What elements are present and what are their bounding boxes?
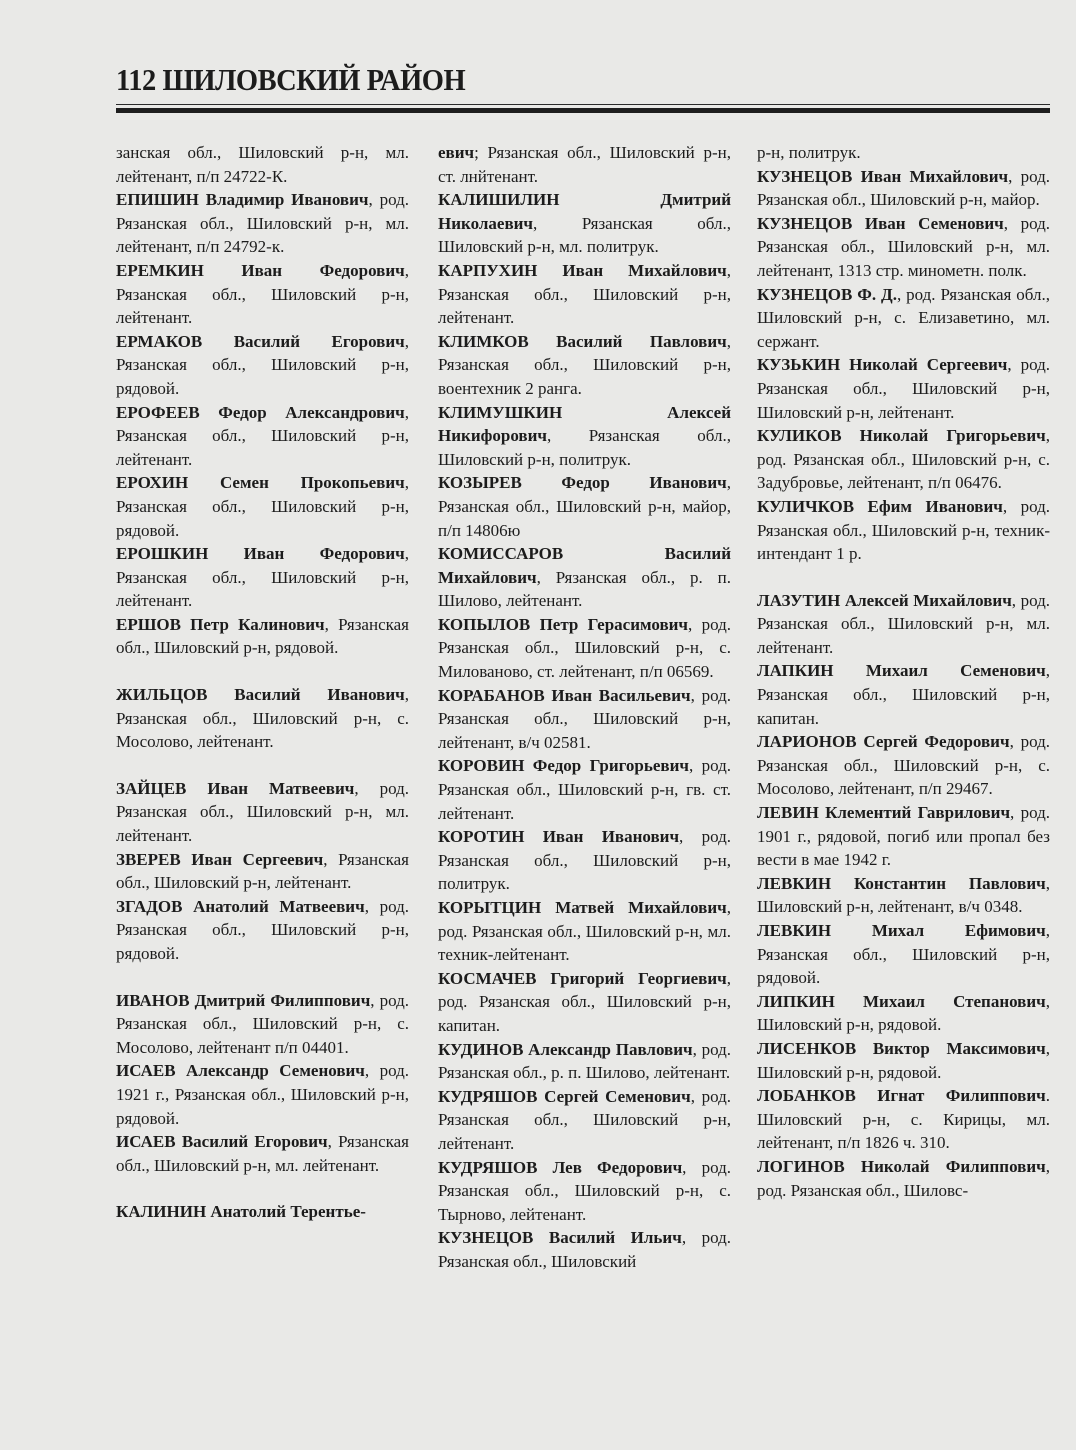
- entry-name: ЕРОФЕЕВ Федор Александрович: [116, 402, 405, 422]
- list-entry: [116, 141, 409, 188]
- header-rule-thick: [116, 108, 1050, 113]
- entry-name: КУЛИЧКОВ Ефим Иванович: [757, 496, 1003, 516]
- entry-name: КУЗНЕЦОВ Иван Семенович: [757, 213, 1004, 233]
- page-header: [116, 62, 465, 98]
- entry-name: КУЗЬКИН Николай Сергеевич: [757, 355, 1008, 375]
- list-entry: [116, 330, 409, 401]
- list-entry: [438, 330, 731, 401]
- entry-name: КОЗЫРЕВ Федор Иванович: [438, 473, 727, 493]
- entry-details: , род. 1921 г., Рязанская обл., Шиловский р-н, рядовой.: [116, 1061, 409, 1128]
- entry-name: КОРЫТЦИН Матвей Михайлович: [438, 898, 727, 917]
- list-entry: [116, 989, 409, 1060]
- entry-details: , род. Рязанская обл., Шиловский р-н, рядовой.: [116, 896, 409, 963]
- entry-details: , род. Рязанская обл., Шиловский р-н, мл. лейтенант.: [116, 778, 409, 846]
- entry-details: р-н, политрук.: [757, 143, 861, 162]
- list-entry: [116, 401, 409, 472]
- page-number: 112: [116, 62, 156, 97]
- list-entry: [438, 401, 731, 472]
- entry-details: , Рязанская обл., Шиловский р-н, майор, п/п 14806ю: [438, 473, 731, 540]
- entry-details: , Рязанская обл., Шиловский р-н, с. Мосолово, лейтенант.: [116, 685, 409, 752]
- list-entry: [757, 1037, 1050, 1084]
- entry-details: , род. Рязанская обл., Шиловский р-н, политрук.: [438, 827, 731, 894]
- entry-details: , Рязанская обл., Шиловский р-н, лейтенант.: [116, 260, 409, 328]
- entry-name: ИВАНОВ Дмитрий Филиппович: [116, 990, 371, 1010]
- list-entry: [116, 1059, 409, 1130]
- list-entry: [757, 659, 1050, 730]
- list-entry: [757, 1155, 1050, 1202]
- list-entry: [116, 471, 409, 542]
- entry-details: , Рязанская обл., Шиловский р-н, воентехник 2 ранга.: [438, 331, 731, 398]
- header-rule-thin: [116, 104, 1050, 105]
- entry-name: ЕПИШИН Владимир Иванович: [116, 190, 369, 210]
- entry-name: ЛИПКИН Михаил Степанович: [757, 991, 1046, 1011]
- list-entry: [438, 259, 731, 330]
- entry-name: ЛОБАНКОВ Игнат Филиппович: [757, 1086, 1046, 1106]
- entry-name: КОПЫЛОВ Петр Герасимович: [438, 614, 689, 634]
- entry-name: ЕРОШКИН Иван Федорович: [116, 544, 405, 564]
- list-entry: [757, 212, 1050, 283]
- list-entry: [438, 825, 731, 896]
- entry-name: КАЛИШИЛИН Дмитрий Николаевич: [438, 190, 731, 233]
- list-entry: [757, 730, 1050, 801]
- list-entry: [438, 188, 731, 259]
- list-entry: [438, 1038, 731, 1085]
- entry-name: КУЗНЕЦОВ Ф. Д.: [757, 284, 897, 304]
- entry-details: , Рязанская обл., Шиловский р-н, рядовой.: [116, 331, 409, 398]
- list-entry: [438, 896, 731, 967]
- entry-details: , Рязанская обл., р. п. Шилово, лейтенант.: [438, 567, 731, 611]
- list-entry: [438, 613, 731, 684]
- entry-name: КУЛИКОВ Николай Григорьевич: [757, 426, 1046, 446]
- entry-details: , род. Рязанская обл., Шиловский р-н, Шиловский р-н, лейтенант.: [757, 355, 1050, 422]
- entry-name: КУЗНЕЦОВ Иван Михайлович: [757, 166, 1009, 186]
- list-entry: [757, 1084, 1050, 1155]
- entry-details: , род. Рязанская обл., Шиловский р-н, техник-интендант 1 р.: [757, 496, 1050, 564]
- entry-details: ; Рязанская обл., Шиловский р-н, ст. лнйтенант.: [438, 143, 731, 186]
- entry-name: ЛАПКИН Михаил Семенович: [757, 661, 1046, 681]
- list-entry: [116, 613, 409, 660]
- entry-name: ЕРОХИН Семен Прокопьевич: [116, 473, 405, 493]
- entry-details: , род. Рязанская обл., р. п. Шилово, лейтенант.: [438, 1039, 731, 1083]
- entry-details: , род. Рязанская обл., Шиловский р-н, лейтенант, в/ч 02581.: [438, 685, 731, 752]
- entry-name: ЕРМАКОВ Василий Егорович: [116, 331, 405, 351]
- entry-name: КАЛИНИН Анатолий Терентье-: [116, 1202, 366, 1222]
- list-entry: [757, 872, 1050, 919]
- entry-name: КУДРЯШОВ Лев Федорович: [438, 1157, 683, 1177]
- entry-name: евич: [438, 143, 475, 162]
- list-entry: [757, 353, 1050, 424]
- entry-name: ЛЕВКИН Константин Павлович: [757, 873, 1046, 893]
- entry-name: КОСМАЧЕВ Григорий Георгиевич: [438, 968, 727, 988]
- entry-details: , род. Рязанская обл., Шиловский р-н, майор.: [757, 166, 1050, 210]
- entry-details: , Рязанская обл., Шиловский р-н, рядовой.: [116, 473, 409, 540]
- entry-details: , род. Рязанская обл., Шиловский р-н, капитан.: [438, 968, 731, 1035]
- entry-name: КОМИССАРОВ Василий Михайлович: [438, 544, 731, 587]
- entry-name: ЛОГИНОВ Николай Филиппович: [757, 1156, 1046, 1176]
- entry-name: КУЗНЕЦОВ Василий Ильич: [438, 1228, 682, 1248]
- list-entry: [757, 495, 1050, 566]
- list-entry: [438, 1156, 731, 1227]
- list-entry: [757, 165, 1050, 212]
- entry-name: ЛАРИОНОВ Сергей Федорович: [757, 732, 1010, 752]
- entry-name: КЛИМКОВ Василий Павлович: [438, 331, 727, 351]
- entry-details: , род. Рязанская обл., Шиловский р-н, мл. лейтенант, 1313 стр. минометн. полк.: [757, 213, 1050, 280]
- text-column-1: [116, 141, 409, 1224]
- list-entry: [757, 424, 1050, 495]
- list-entry: [757, 283, 1050, 354]
- entry-details: , Рязанская обл., Шиловский р-н, мл. политрук.: [438, 213, 731, 257]
- text-column-3: [757, 141, 1050, 1202]
- entry-details: , род. Рязанская обл., Шиловский р-н, с. Милованово, ст. лейтенант, п/п 06569.: [438, 614, 731, 682]
- list-entry: [116, 1200, 409, 1224]
- list-entry: [116, 683, 409, 754]
- entry-details: , Рязанская обл., Шиловский р-н, капитан.: [757, 661, 1050, 728]
- list-entry: [757, 801, 1050, 872]
- entry-details: , Шиловский р-н, рядовой.: [757, 991, 1050, 1035]
- list-entry: [757, 141, 1050, 165]
- list-entry: [116, 542, 409, 613]
- entry-details: , род. Рязанская обл., Шиловс-: [757, 1156, 1050, 1200]
- entry-details: , Рязанская обл., Шиловский р-н, лейтенант.: [116, 849, 409, 893]
- entry-details: , Рязанская обл., Шиловский р-н, лейтенант.: [438, 260, 731, 328]
- entry-name: ИСАЕВ Александр Семенович: [116, 1061, 365, 1081]
- entry-details: , род. Рязанская обл., Шиловский р-н, с. Задубровье, лейтенант, п/п 06476.: [757, 426, 1050, 493]
- entry-name: ЛЕВИН Клементий Гаврилович: [757, 803, 1011, 823]
- list-entry: [116, 1130, 409, 1177]
- section-title: ШИЛОВСКИЙ РАЙОН: [162, 62, 466, 97]
- list-entry: [438, 141, 731, 188]
- entry-name: КОРАБАНОВ Иван Васильевич: [438, 685, 691, 705]
- list-entry: [116, 895, 409, 966]
- entry-name: КУДИНОВ Александр Павлович: [438, 1039, 693, 1059]
- entry-details: , Рязанская обл., Шиловский р-н, лейтенант.: [116, 402, 409, 469]
- entry-name: ЛАЗУТИН Алексей Михайлович: [757, 590, 1012, 610]
- entry-details: , Рязанская обл., Шиловский р-н, рядовой.: [116, 614, 409, 658]
- entry-details: , Рязанская обл., Шиловский р-н, политрук.: [438, 426, 731, 469]
- entry-name: ЗВЕРЕВ Иван Сергеевич: [116, 849, 324, 869]
- text-column-2: [438, 141, 731, 1274]
- entry-details: , род. Рязанская обл., Шиловский р-н, мл. техник-лейтенант.: [438, 898, 731, 965]
- list-entry: [116, 848, 409, 895]
- entry-details: , род. Рязанская обл., Шиловский р-н, с. Мосолово, лейтенант, п/п 29467.: [757, 732, 1050, 799]
- entry-details: , Рязанская обл., Шиловский р-н, мл. лейтенант.: [116, 1132, 409, 1175]
- entry-name: КОРОТИН Иван Иванович: [438, 827, 680, 847]
- list-entry: [438, 967, 731, 1038]
- entry-details: , род. 1901 г., рядовой, погиб или пропал без вести в мае 1942 г.: [757, 803, 1050, 870]
- entry-name: ИСАЕВ Василий Егорович: [116, 1132, 328, 1152]
- entry-name: ЕРШОВ Петр Калинович: [116, 614, 325, 634]
- entry-details: , род. Рязанская обл., Шиловский р-н, лейтенант.: [438, 1086, 731, 1153]
- list-entry: [438, 1226, 731, 1273]
- entry-name: ЕРЕМКИН Иван Федорович: [116, 260, 405, 280]
- entry-details: , род. Рязанская обл., Шиловский р-н, мл. лейтенант.: [757, 590, 1050, 657]
- entry-name: ЗГАДОВ Анатолий Матвеевич: [116, 896, 365, 916]
- entry-details: занская обл., Шиловский р-н, мл. лейтенант, п/п 24722-К.: [116, 143, 409, 186]
- entry-details: . Шиловский р-н, с. Кирицы, мл. лейтенант, п/п 1826 ч. 310.: [757, 1086, 1050, 1153]
- entry-name: ЛИСЕНКОВ Виктор Максимович: [757, 1038, 1046, 1058]
- entry-name: КЛИМУШКИН Алексей Никифорович: [438, 402, 731, 446]
- entry-details: , Рязанская обл., Шиловский р-н, лейтенант.: [116, 544, 409, 611]
- list-entry: [438, 1085, 731, 1156]
- entry-details: , род. Рязанская обл., Шиловский р-н, гв. ст. лейтенант.: [438, 756, 731, 823]
- list-entry: [757, 919, 1050, 990]
- entry-details: , род. Рязанская обл., Шиловский р-н, мл. лейтенант, п/п 24792-к.: [116, 190, 409, 257]
- list-entry: [757, 589, 1050, 660]
- entry-details: , род. Рязанская обл., Шиловский р-н, с. Мосолово, лейтенант п/п 04401.: [116, 990, 409, 1057]
- entry-details: , Рязанская обл., Шиловский р-н, рядовой.: [757, 921, 1050, 988]
- entry-details: , Шиловский р-н, рядовой.: [757, 1038, 1050, 1082]
- list-entry: [438, 542, 731, 613]
- entry-name: ЗАЙЦЕВ Иван Матвеевич: [116, 778, 355, 798]
- list-entry: [757, 990, 1050, 1037]
- entry-details: , род. Рязанская обл., Шиловский р-н, с. Елизаветино, мл. сержант.: [757, 284, 1050, 351]
- list-entry: [438, 471, 731, 542]
- entry-name: ЖИЛЬЦОВ Василий Иванович: [116, 685, 405, 705]
- entry-details: , род. Рязанская обл., Шиловский: [438, 1228, 731, 1271]
- entry-details: , Шиловский р-н, лейтенант, в/ч 0348.: [757, 873, 1050, 917]
- entry-name: КОРОВИН Федор Григорьевич: [438, 756, 689, 776]
- list-entry: [438, 754, 731, 825]
- list-entry: [116, 188, 409, 259]
- entry-name: КАРПУХИН Иван Михайлович: [438, 260, 727, 280]
- entry-details: , род. Рязанская обл., Шиловский р-н, с. Тырново, лейтенант.: [438, 1157, 731, 1224]
- list-entry: [116, 259, 409, 330]
- list-entry: [116, 777, 409, 848]
- list-entry: [438, 684, 731, 755]
- entry-name: ЛЕВКИН Михал Ефимович: [757, 921, 1046, 940]
- entry-name: КУДРЯШОВ Сергей Семенович: [438, 1086, 691, 1106]
